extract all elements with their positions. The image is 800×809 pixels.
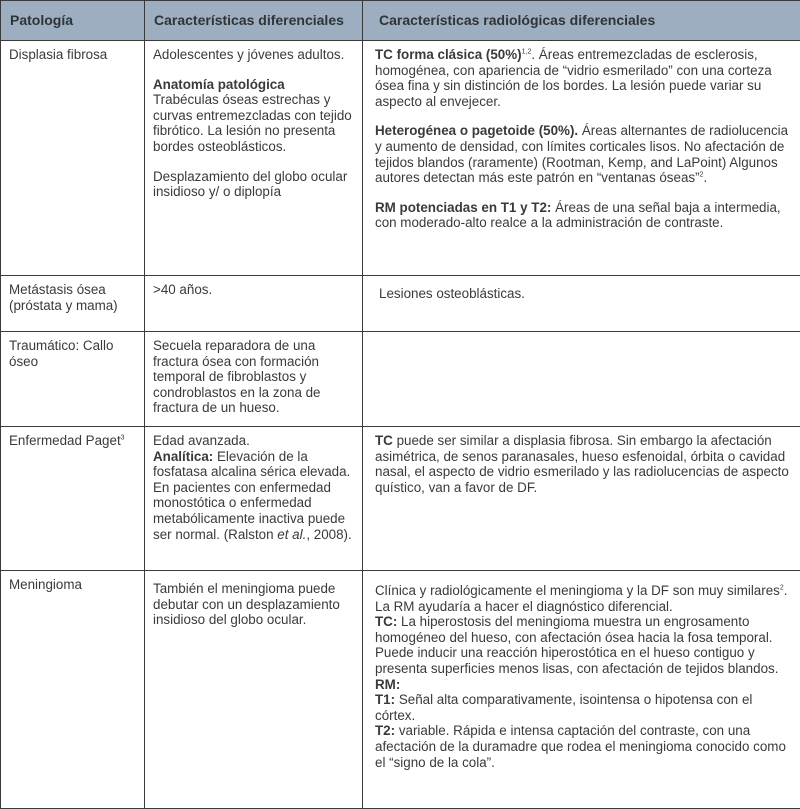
- radio-bold: RM:: [375, 677, 794, 693]
- pathology-cell: Metástasis ósea (próstata y mama): [1, 276, 145, 332]
- header-radiological-features: Características radiológicas diferenciales: [363, 1, 800, 41]
- radio-bold: RM potenciadas en T1 y T2:: [375, 200, 551, 215]
- header-row: [1, 1, 800, 41]
- radio-bold: Heterogénea o pagetoide (50%).: [375, 123, 578, 138]
- differential-cell: [145, 41, 363, 276]
- radio-paragraph: [375, 123, 794, 185]
- radio-text: . Áreas entremezcladas de esclerosis, homogénea, con apariencia de “vidrio esmerilado” con una corteza ósea fina y sin distinción de los bordes. La lesión puede variar su aspecto al envejecer.: [375, 47, 772, 109]
- diff-italic: et al.: [277, 527, 306, 542]
- header-pathology: Patología: [1, 1, 145, 41]
- table-row: [1, 276, 800, 332]
- radio-text: Áreas alternantes de radiolucencia y aumento de densidad, con límites corticales lisos. No afectación de tejidos blandos (raramente) (Rootman, Kemp, and LaPoint) Algunos autores detectan más este patrón en “ventanas óseas”: [375, 123, 788, 185]
- differential-cell: También el meningioma puede debutar con un desplazamiento insidioso del globo ocular.: [145, 571, 363, 809]
- diff-bold: Analítica:: [153, 449, 213, 464]
- radiological-cell: Lesiones osteoblásticas.: [363, 276, 800, 332]
- radiological-cell: [363, 332, 800, 427]
- radio-text: Clínica y radiológicamente el meningioma y la DF son muy similares: [375, 583, 780, 598]
- diff-paragraph: [153, 449, 356, 543]
- radio-paragraph: [375, 433, 794, 495]
- footnote-ref: 3: [121, 435, 125, 442]
- table-row: [1, 427, 800, 571]
- radiological-cell: [363, 427, 800, 571]
- footnote-ref: 1,2: [522, 49, 532, 56]
- radio-paragraph: [375, 614, 794, 676]
- pathology-cell: Traumático: Callo óseo: [1, 332, 145, 427]
- differential-cell: Secuela reparadora de una fractura ósea con formación temporal de fibroblastos y condroblastos en la zona de fractura de un hueso.: [145, 332, 363, 427]
- radio-bold: T1:: [375, 692, 395, 707]
- radio-bold: TC forma clásica (50%): [375, 47, 522, 62]
- footnote-ref: 2: [700, 172, 704, 179]
- radio-text: Señal alta comparativamente, isointensa o hipotensa con el córtex.: [375, 692, 752, 723]
- radio-paragraph: [375, 723, 794, 770]
- diff-text: Trabéculas óseas estrechas y curvas entremezcladas con tejido fibrótico. La lesión no presenta bordes osteoblásticos.: [153, 92, 356, 154]
- radio-paragraph: [375, 583, 794, 614]
- diff-text: Edad avanzada.: [153, 433, 356, 449]
- diff-text: Adolescentes y jóvenes adultos.: [153, 47, 356, 63]
- radio-text: La hiperostosis del meningioma muestra un engrosamento homogéneo del hueso, con afectación ósea hacia la fosa temporal. Puede inducir una reacción hiperostótica en el hueso contiguo y presenta superficies menos lisas, con afectación de tejidos blandos.: [375, 614, 778, 676]
- radio-text: Áreas de una señal baja a intermedia, con moderado-alto realce a la administración de contraste.: [375, 200, 781, 231]
- radio-text: variable. Rápida e intensa captación del contraste, con una afectación de la duramadre que rodea el meningioma conocido como el “signo de la cola”.: [375, 723, 786, 769]
- radio-paragraph: [375, 47, 794, 109]
- radio-bold: TC: [375, 433, 393, 448]
- table-row: [1, 571, 800, 809]
- radio-paragraph: [375, 200, 794, 231]
- pathology-cell: Meningioma: [1, 571, 145, 809]
- radiological-cell: [363, 571, 800, 809]
- footnote-ref: 2: [780, 585, 784, 592]
- pathology-cell: Displasia fibrosa: [1, 41, 145, 276]
- differential-cell: [145, 427, 363, 571]
- radiological-cell: [363, 41, 800, 276]
- radio-text: . La RM ayudaría a hacer el diagnóstico diferencial.: [375, 583, 788, 614]
- radio-paragraph: [375, 692, 794, 723]
- diff-heading: Anatomía patológica: [153, 77, 356, 93]
- diff-text: Elevación de la fosfatasa alcalina sérica elevada. En pacientes con enfermedad monostótica o enfermedad metabólicamente inactiva puede ser normal. (Ralston: [153, 449, 350, 542]
- pathology-cell: [1, 427, 145, 571]
- table-row: [1, 332, 800, 427]
- header-differential-features: Características diferenciales: [145, 1, 363, 41]
- radio-text: puede ser similar a displasia fibrosa. Sin embargo la afectación asimétrica, de senos paranasales, hueso esfenoidal, órbita o cavidad nasal, el aspecto de vidrio esmerilado y las radiolucencias de aspecto quístico, van a favor de DF.: [375, 433, 789, 495]
- diff-text: Desplazamiento del globo ocular insidioso y/ o diplopía: [153, 169, 356, 200]
- table-row: [1, 41, 800, 276]
- differential-cell: >40 años.: [145, 276, 363, 332]
- pathology-text: Enfermedad Paget: [9, 433, 121, 448]
- diff-text: , 2008).: [306, 527, 351, 542]
- radio-text: .: [703, 170, 707, 185]
- radio-bold: T2:: [375, 723, 395, 738]
- radio-bold: TC:: [375, 614, 397, 629]
